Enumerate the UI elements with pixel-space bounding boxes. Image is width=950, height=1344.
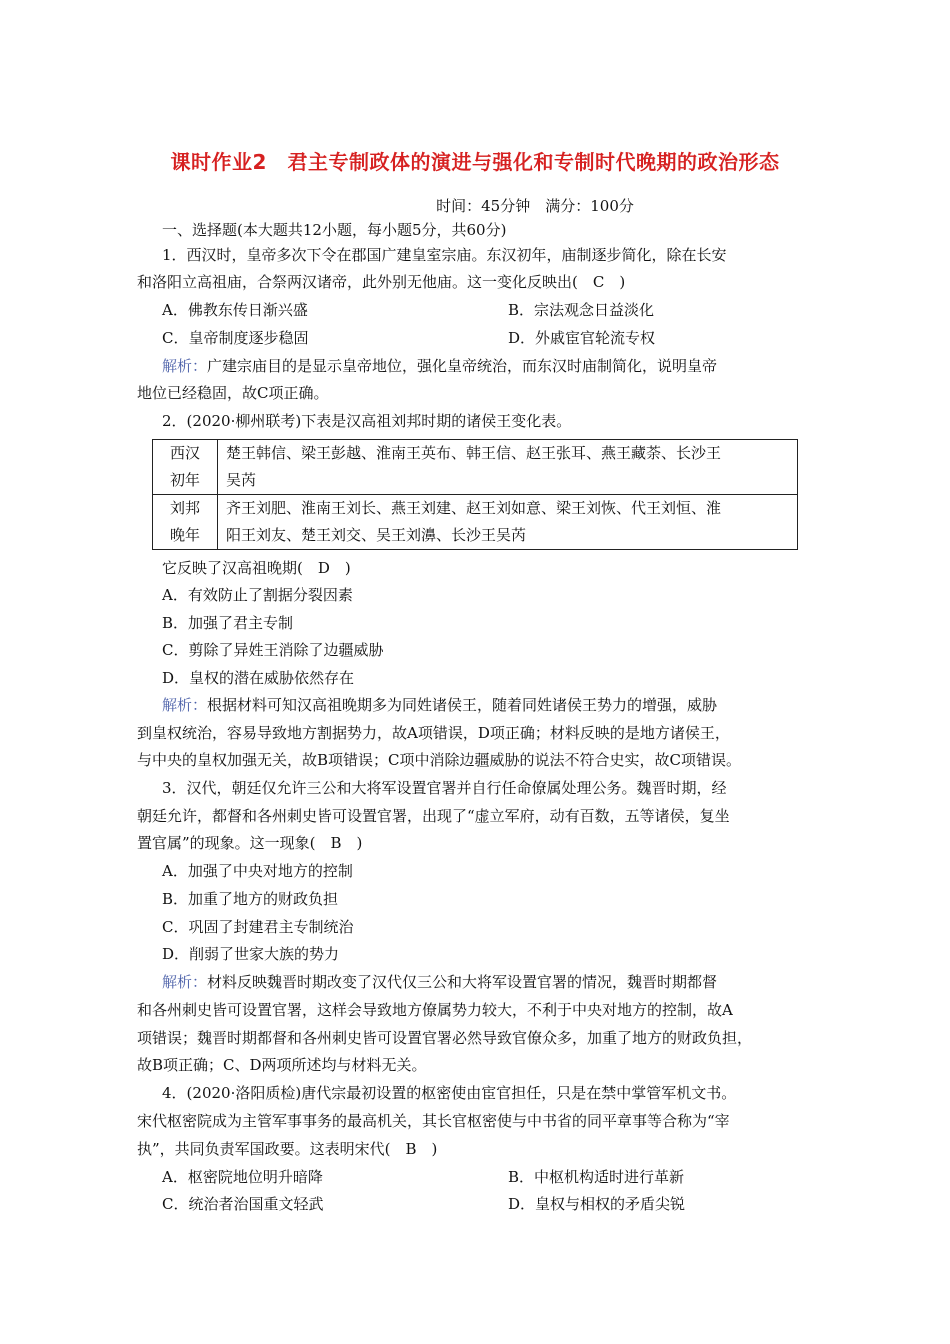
q4-option-d: D．皇权与相权的矛盾尖锐 xyxy=(508,1195,686,1213)
q2-option-d: D．皇权的潜在威胁依然存在 xyxy=(162,669,355,687)
table-row xyxy=(153,440,798,495)
table-row-header: 刘邦 晚年 xyxy=(153,495,218,550)
q2-analysis-line2: 到皇权统治，容易导致地方割据势力，故A项错误，D项正确；材料反映的是地方诸侯王， xyxy=(137,724,730,742)
analysis-label: 解析： xyxy=(162,357,208,375)
section-heading: 一、选择题(本大题共12小题，每小题5分，共60分) xyxy=(162,221,507,239)
q3-analysis-line1 xyxy=(162,972,717,992)
q1-option-c: C．皇帝制度逐步稳固 xyxy=(162,329,309,347)
q4-option-b: B．中枢机构适时进行革新 xyxy=(508,1168,685,1186)
table-cell: 楚王韩信、梁王彭越、淮南王英布、韩王信、赵王张耳、燕王藏荼、长沙王 吴芮 xyxy=(218,440,798,495)
q4-stem-line3: 执”，共同负责军国政要。这表明宋代( B ) xyxy=(137,1140,438,1158)
q3-analysis-line3: 项错误；魏晋时期都督和各州刺史皆可设置官署必然导致官僚众多，加重了地方的财政负担， xyxy=(137,1029,753,1047)
q1-option-d: D．外戚宦官轮流专权 xyxy=(508,329,656,347)
q4-option-a: A．枢密院地位明升暗降 xyxy=(162,1168,323,1186)
q1-analysis-line1 xyxy=(162,356,717,376)
q3-option-d: D．削弱了世家大族的势力 xyxy=(162,945,340,963)
q3-stem-line1: 3．汉代，朝廷仅允许三公和大将军设置官署并自行任命僚属处理公务。魏晋时期，经 xyxy=(162,779,727,797)
table-row-header: 西汉 初年 xyxy=(153,440,218,495)
q3-analysis-line2: 和各州刺史皆可设置官署，这样会导致地方僚属势力较大，不利于中央对地方的控制，故A xyxy=(137,1001,733,1019)
q1-stem-line2: 和洛阳立高祖庙，合祭两汉诸帝，此外别无他庙。这一变化反映出( C ) xyxy=(137,273,626,291)
page-title: 课时作业2 君主专制政体的演进与强化和专制时代晚期的政治形态 xyxy=(170,150,780,174)
vassal-kings-table xyxy=(152,439,798,550)
q2-option-a: A．有效防止了割据分裂因素 xyxy=(162,586,353,604)
q1-option-a: A．佛教东传日渐兴盛 xyxy=(162,301,308,319)
q1-analysis-text: 广建宗庙目的是显示皇帝地位，强化皇帝统治，而东汉时庙制简化，说明皇帝 xyxy=(207,357,718,375)
q3-stem-line2: 朝廷允许，都督和各州刺史皆可设置官署，出现了“虚立军府，动有百数，五等诸侯，复坐 xyxy=(137,807,730,825)
q1-option-b: B．宗法观念日益淡化 xyxy=(508,301,655,319)
q3-option-a: A．加强了中央对地方的控制 xyxy=(162,862,353,880)
q1-stem-line1: 1．西汉时，皇帝多次下令在郡国广建皇室宗庙。东汉初年，庙制逐步简化，除在长安 xyxy=(162,246,727,264)
exam-meta: 时间：45分钟 满分：100分 xyxy=(436,197,634,215)
analysis-label: 解析： xyxy=(162,696,208,714)
q2-stem-line1: 2．(2020·柳州联考)下表是汉高祖刘邦时期的诸侯王变化表。 xyxy=(162,412,572,430)
q2-option-c: C．剪除了异姓王消除了边疆威胁 xyxy=(162,641,384,659)
q2-analysis-line1 xyxy=(162,695,717,715)
q3-analysis-line4: 故B项正确；C、D两项所述均与材料无关。 xyxy=(137,1056,427,1074)
table-cell: 齐王刘肥、淮南王刘长、燕王刘建、赵王刘如意、梁王刘恢、代王刘恒、淮 阳王刘友、楚王刘交、吴王刘濞、长沙王吴芮 xyxy=(218,495,798,550)
analysis-label: 解析： xyxy=(162,973,208,991)
q4-stem-line1: 4．(2020·洛阳质检)唐代宗最初设置的枢密使由宦官担任，只是在禁中掌管军机文书。 xyxy=(162,1084,737,1102)
table-row xyxy=(153,495,798,550)
q3-option-b: B．加重了地方的财政负担 xyxy=(162,890,339,908)
q2-stem: 它反映了汉高祖晚期( D ) xyxy=(162,559,351,577)
q3-stem-line3: 置官属”的现象。这一现象( B ) xyxy=(137,834,363,852)
q2-option-b: B．加强了君主专制 xyxy=(162,614,294,632)
q2-analysis-line3: 与中央的皇权加强无关，故B项错误；C项中消除边疆威胁的说法不符合史实，故C项错误。 xyxy=(137,751,741,769)
q3-option-c: C．巩固了封建君主专制统治 xyxy=(162,918,354,936)
q4-stem-line2: 宋代枢密院成为主管军事事务的最高机关，其长官枢密使与中书省的同平章事等合称为“宰 xyxy=(137,1112,730,1130)
q4-option-c: C．统治者治国重文轻武 xyxy=(162,1195,324,1213)
q1-analysis-line2: 地位已经稳固，故C项正确。 xyxy=(137,384,329,402)
q2-analysis-text: 根据材料可知汉高祖晚期多为同姓诸侯王，随着同姓诸侯王势力的增强，威胁 xyxy=(207,696,718,714)
q3-analysis-text: 材料反映魏晋时期改变了汉代仅三公和大将军设置官署的情况，魏晋时期都督 xyxy=(207,973,718,991)
